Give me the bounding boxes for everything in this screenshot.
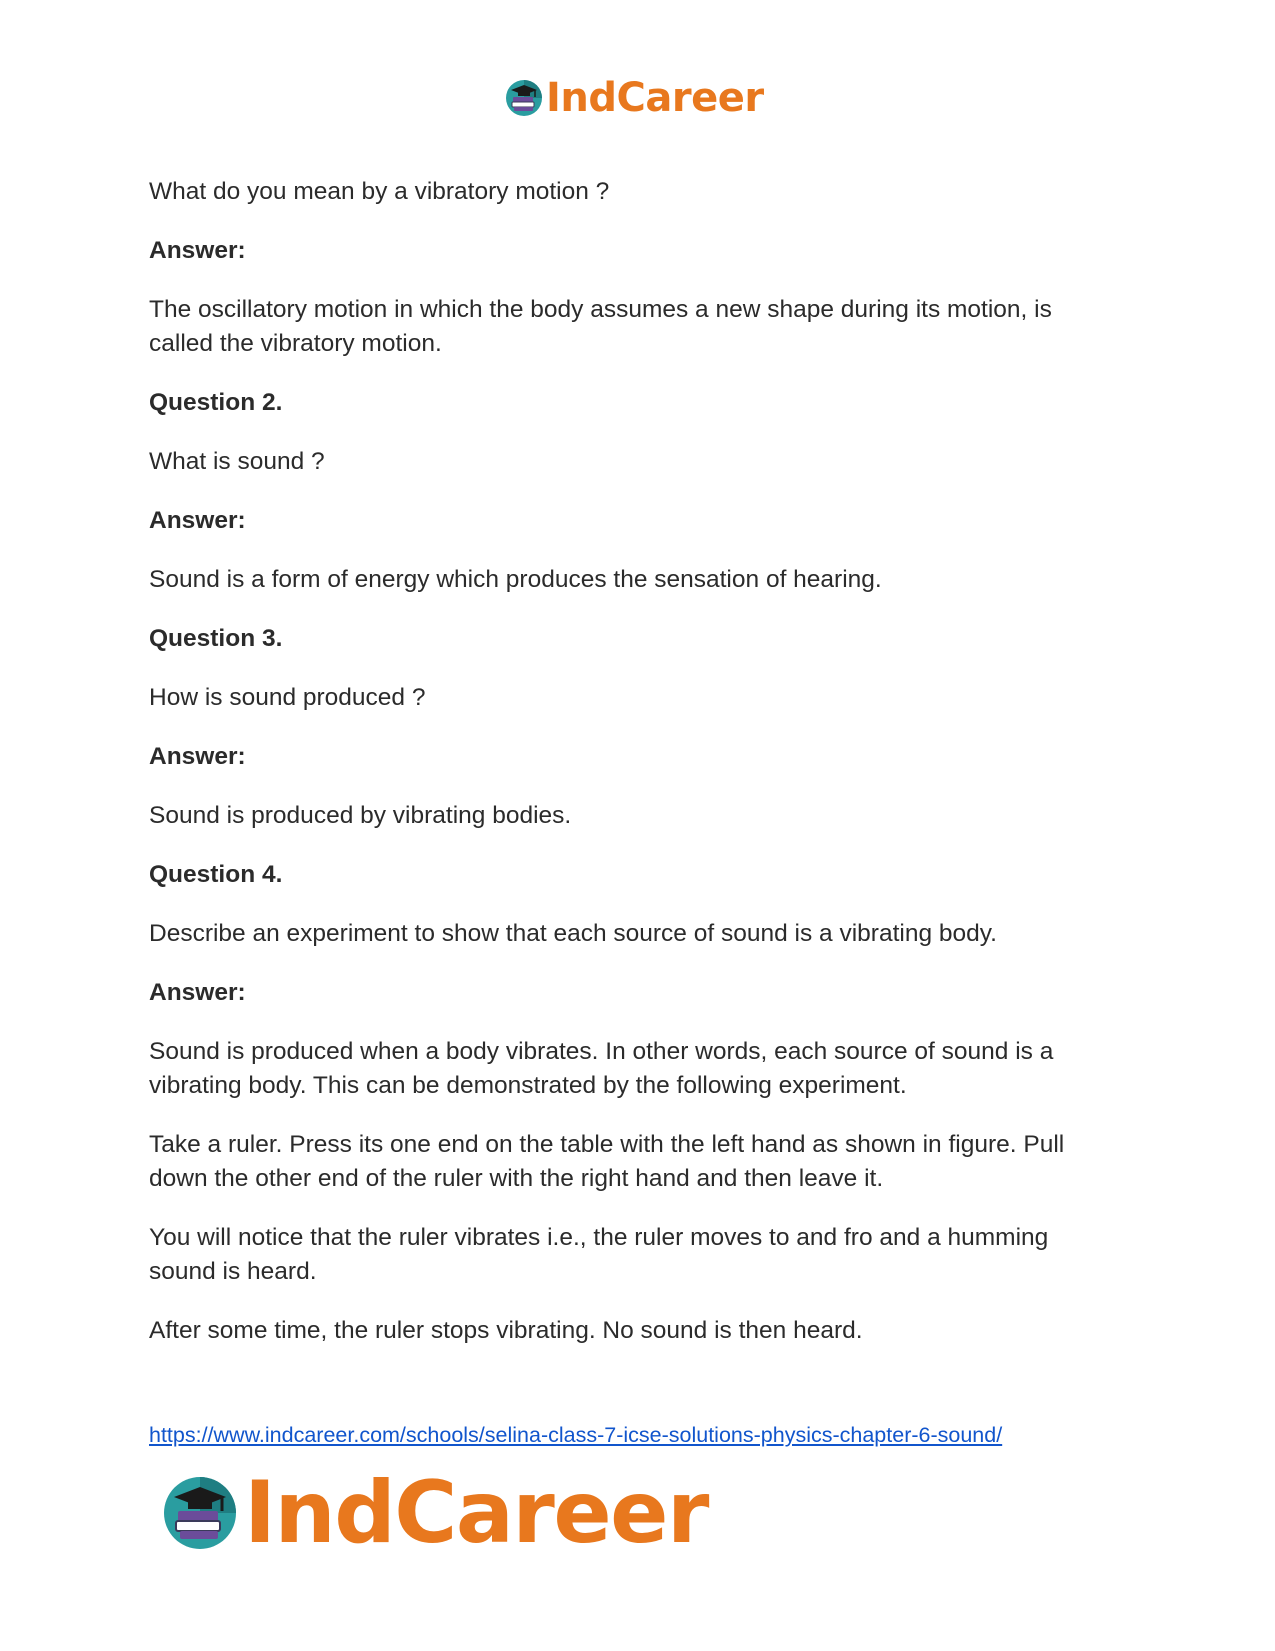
question-heading: Question 2. bbox=[149, 389, 283, 416]
question-heading: Question 3. bbox=[149, 625, 283, 652]
graduation-cap-book-icon bbox=[504, 78, 544, 118]
graduation-cap-book-icon bbox=[160, 1473, 240, 1553]
answer-label: Answer: bbox=[149, 237, 246, 264]
answer-label: Answer: bbox=[149, 743, 246, 770]
answer-label: Answer: bbox=[149, 979, 246, 1006]
paragraph: What do you mean by a vibratory motion ? bbox=[149, 178, 610, 205]
footer-logo bbox=[160, 1463, 708, 1563]
paragraph: What is sound ? bbox=[149, 448, 325, 475]
paragraph: The oscillatory motion in which the body assumes a new shape during its motion, is called the vibratory motion. bbox=[149, 296, 1052, 357]
paragraph: Describe an experiment to show that each source of sound is a vibrating body. bbox=[149, 920, 997, 947]
brand-wordmark: IndCareer bbox=[244, 1463, 708, 1563]
paragraph: After some time, the ruler stops vibrating. No sound is then heard. bbox=[149, 1317, 863, 1344]
header-logo bbox=[504, 75, 764, 121]
paragraph: Sound is produced when a body vibrates. In other words, each source of sound is a vibrating body. This can be demonstrated by the following experiment. bbox=[149, 1038, 1054, 1099]
answer-label: Answer: bbox=[149, 507, 246, 534]
brand-wordmark: IndCareer bbox=[546, 75, 764, 121]
paragraph: You will notice that the ruler vibrates i.e., the ruler moves to and fro and a humming sound is heard. bbox=[149, 1224, 1049, 1285]
source-url-link[interactable]: https://www.indcareer.com/schools/selina-class-7-icse-solutions-physics-chapter-6-sound/ bbox=[149, 1423, 1003, 1447]
document-body bbox=[149, 175, 1089, 1373]
paragraph: Take a ruler. Press its one end on the table with the left hand as shown in figure. Pull down the other end of the ruler with the right hand and then leave it. bbox=[149, 1131, 1065, 1192]
paragraph: Sound is a form of energy which produces the sensation of hearing. bbox=[149, 566, 882, 593]
question-heading: Question 4. bbox=[149, 861, 283, 888]
paragraph: How is sound produced ? bbox=[149, 684, 426, 711]
paragraph: Sound is produced by vibrating bodies. bbox=[149, 802, 572, 829]
